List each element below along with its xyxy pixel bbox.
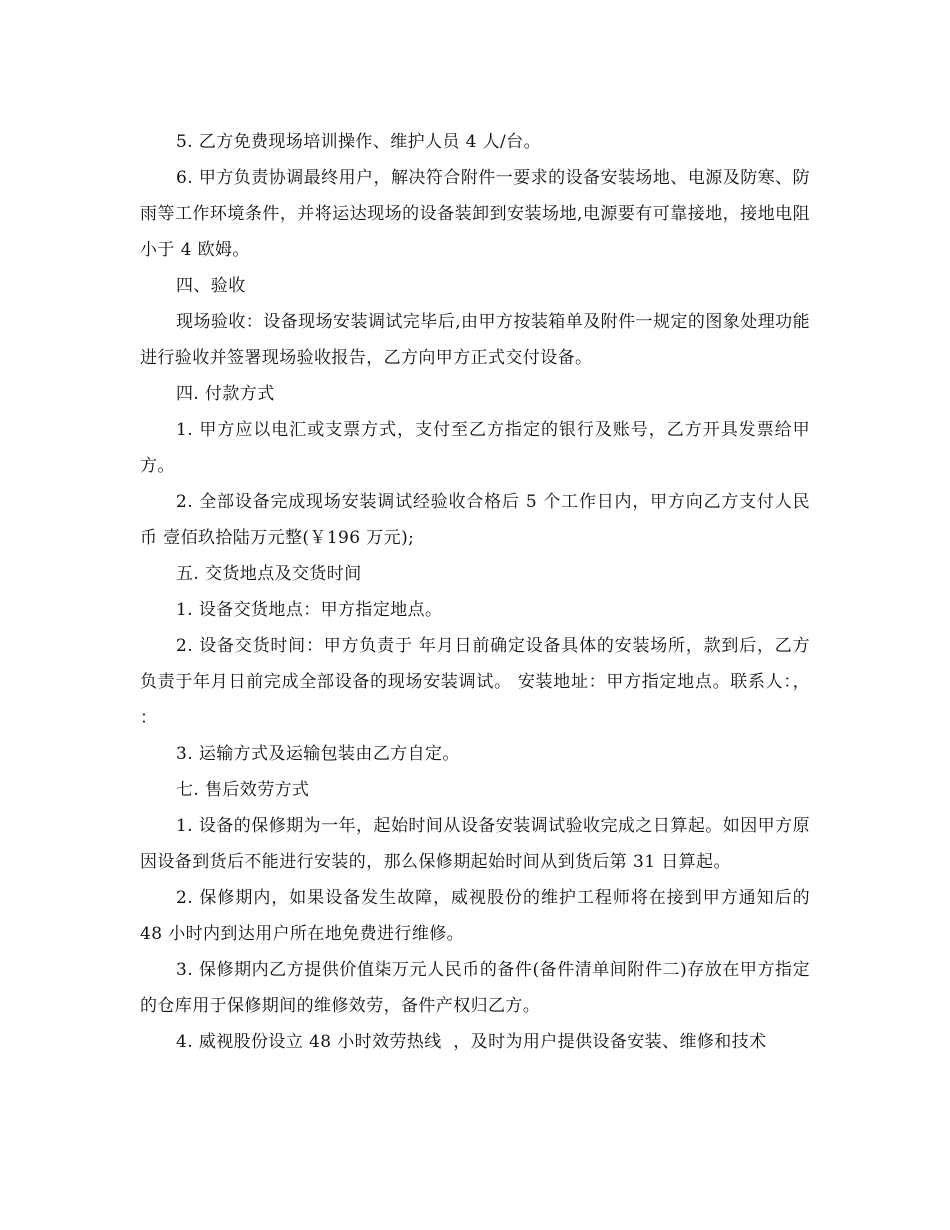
paragraph-repair-response: 2. 保修期内，如果设备发生故障，威视股份的维护工程师将在接到甲方通知后的 48 小时内到达用户所在地免费进行维修。 [140,888,816,944]
section-heading-payment: 四. 付款方式 [176,384,275,404]
paragraph-training: 5. 乙方免费现场培训操作、维护人员 4 人/台。 [176,132,541,152]
paragraph-payment-method: 1. 甲方应以电汇或支票方式，支付至乙方指定的银行及账号，乙方开具发票给甲方。 [140,420,810,476]
paragraph-warranty-period: 1. 设备的保修期为一年，起始时间从设备安装调试验收完成之日算起。如因甲方原因设备到货后不能进行安装的，那么保修期起始时间从到货后第 31 日算起。 [140,816,810,872]
paragraph-service-hotline: 4. 威视股份设立 48 小时效劳热线 ，及时为用户提供设备安装、维修和技术 [176,1032,767,1052]
paragraph-payment-amount: 2. 全部设备完成现场安装调试经验收合格后 5 个工作日内，甲方向乙方支付人民币 壹佰玖拾陆万元整(￥196 万元); [140,492,810,548]
paragraph-site-acceptance: 现场验收：设备现场安装调试完毕后,由甲方按装箱单及附件一规定的图象处理功能进行验收并签署现场验收报告，乙方向甲方正式交付设备。 [140,312,810,368]
paragraph-spare-parts: 3. 保修期内乙方提供价值柒万元人民币的备件(备件清单间附件二)存放在甲方指定的仓库用于保修期间的维修效劳，备件产权归乙方。 [140,960,810,1016]
paragraph-delivery-location: 1. 设备交货地点：甲方指定地点。 [176,600,443,620]
document-body [140,124,840,1060]
paragraph-transport: 3. 运输方式及运输包装由乙方自定。 [176,744,460,764]
section-heading-delivery: 五. 交货地点及交货时间 [176,564,362,584]
paragraph-delivery-time: 2. 设备交货时间：甲方负责于 年月日前确定设备具体的安装场所，款到后，乙方负责于年月日前完成全部设备的现场安装调试。 安装地址：甲方指定地点。联系人：， ： [140,636,840,728]
paragraph-site-conditions: 6. 甲方负责协调最终用户，解决符合附件一要求的设备安装场地、电源及防寒、防雨等工作环境条件，并将运达现场的设备装卸到安装场地,电源要有可靠接地，接地电阻小于 4 欧姆。 [140,168,810,260]
section-heading-acceptance: 四、验收 [176,276,246,296]
section-heading-after-sales: 七. 售后效劳方式 [176,780,310,800]
